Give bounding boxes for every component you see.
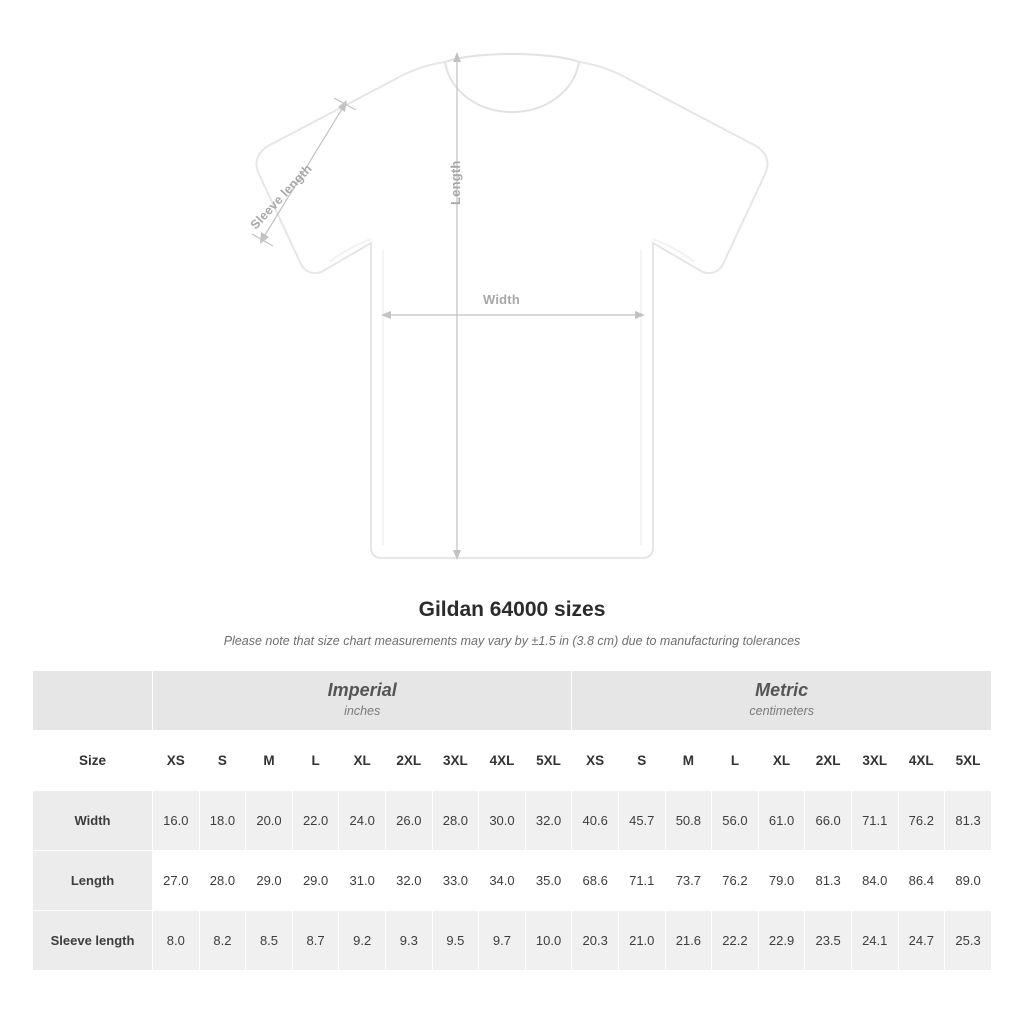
- table-cell: 66.0: [805, 791, 852, 851]
- row-label-length: Length: [33, 851, 153, 911]
- size-header-cell: 3XL: [851, 731, 898, 791]
- table-cell: 30.0: [479, 791, 526, 851]
- size-header-cell: 2XL: [385, 731, 432, 791]
- table-cell: 24.1: [851, 911, 898, 971]
- table-cell: 9.2: [339, 911, 386, 971]
- table-cell: 8.2: [199, 911, 246, 971]
- tolerance-note: Please note that size chart measurements may vary by ±1.5 in (3.8 cm) due to manufacturing tolerances: [223, 634, 801, 648]
- table-cell: 89.0: [945, 851, 992, 911]
- table-cell: 28.0: [199, 851, 246, 911]
- table-cell: 8.5: [246, 911, 293, 971]
- size-header-cell: M: [665, 731, 712, 791]
- size-header-cell: L: [292, 731, 339, 791]
- table-cell: 81.3: [805, 851, 852, 911]
- unit-sub-imperial: inches: [344, 703, 381, 718]
- table-cell: 50.8: [665, 791, 712, 851]
- size-header-cell: S: [618, 731, 665, 791]
- table-cell: 29.0: [292, 851, 339, 911]
- table-cell: 71.1: [618, 851, 665, 911]
- table-row: [33, 851, 992, 911]
- size-header-cell: 5XL: [525, 731, 572, 791]
- table-cell: 26.0: [385, 791, 432, 851]
- size-header-cell: 2XL: [805, 731, 852, 791]
- title-block: [0, 598, 1024, 648]
- unit-header-imperial: [153, 671, 572, 731]
- table-cell: 20.0: [246, 791, 293, 851]
- table-cell: 71.1: [851, 791, 898, 851]
- table-cell: 86.4: [898, 851, 945, 911]
- width-dimension-label: Width: [483, 292, 520, 307]
- table-cell: 9.5: [432, 911, 479, 971]
- table-cell: 22.0: [292, 791, 339, 851]
- size-chart-table-wrap: [32, 670, 992, 971]
- table-cell: 8.7: [292, 911, 339, 971]
- unit-header-row: [33, 671, 992, 731]
- table-cell: 28.0: [432, 791, 479, 851]
- table-cell: 81.3: [945, 791, 992, 851]
- table-cell: 34.0: [479, 851, 526, 911]
- size-header-cell: S: [199, 731, 246, 791]
- table-cell: 84.0: [851, 851, 898, 911]
- unit-name-imperial: Imperial: [327, 680, 397, 701]
- table-cell: 21.0: [618, 911, 665, 971]
- table-cell: 76.2: [712, 851, 759, 911]
- table-cell: 9.7: [479, 911, 526, 971]
- table-cell: 20.3: [572, 911, 619, 971]
- table-cell: 10.0: [525, 911, 572, 971]
- table-cell: 40.6: [572, 791, 619, 851]
- unit-name-metric: Metric: [755, 680, 809, 701]
- table-cell: 61.0: [758, 791, 805, 851]
- table-cell: 23.5: [805, 911, 852, 971]
- table-cell: 22.9: [758, 911, 805, 971]
- table-cell: 56.0: [712, 791, 759, 851]
- table-cell: 18.0: [199, 791, 246, 851]
- length-dimension-label: Length: [448, 160, 463, 205]
- table-cell: 35.0: [525, 851, 572, 911]
- size-header-cell: XS: [153, 731, 200, 791]
- table-cell: 25.3: [945, 911, 992, 971]
- table-cell: 73.7: [665, 851, 712, 911]
- table-cell: 76.2: [898, 791, 945, 851]
- size-chart-table: [32, 670, 992, 971]
- row-label-width: Width: [33, 791, 153, 851]
- row-label-sleeve-length: Sleeve length: [33, 911, 153, 971]
- size-header-cell: XL: [758, 731, 805, 791]
- size-header-cell: 4XL: [479, 731, 526, 791]
- table-cell: 24.0: [339, 791, 386, 851]
- table-cell: 24.7: [898, 911, 945, 971]
- size-header-label: Size: [33, 731, 153, 791]
- size-header-cell: M: [246, 731, 293, 791]
- table-cell: 29.0: [246, 851, 293, 911]
- size-header-cell: XS: [572, 731, 619, 791]
- sleeve-length-dimension-label: Sleeve length: [247, 161, 315, 232]
- page-title: Gildan 64000 sizes: [418, 598, 606, 621]
- table-cell: 32.0: [385, 851, 432, 911]
- size-header-row: [33, 731, 992, 791]
- table-row: [33, 791, 992, 851]
- table-cell: 33.0: [432, 851, 479, 911]
- table-cell: 68.6: [572, 851, 619, 911]
- size-header-cell: 4XL: [898, 731, 945, 791]
- unit-sub-metric: centimeters: [749, 703, 814, 718]
- table-cell: 45.7: [618, 791, 665, 851]
- table-cell: 32.0: [525, 791, 572, 851]
- table-cell: 16.0: [153, 791, 200, 851]
- table-cell: 27.0: [153, 851, 200, 911]
- size-header-cell: 5XL: [945, 731, 992, 791]
- size-header-cell: 3XL: [432, 731, 479, 791]
- size-header-cell: XL: [339, 731, 386, 791]
- corner-cell: [33, 671, 153, 731]
- table-cell: 21.6: [665, 911, 712, 971]
- table-cell: 9.3: [385, 911, 432, 971]
- table-cell: 31.0: [339, 851, 386, 911]
- unit-header-metric: [572, 671, 992, 731]
- size-header-cell: L: [712, 731, 759, 791]
- table-row: [33, 911, 992, 971]
- table-cell: 8.0: [153, 911, 200, 971]
- table-cell: 22.2: [712, 911, 759, 971]
- table-cell: 79.0: [758, 851, 805, 911]
